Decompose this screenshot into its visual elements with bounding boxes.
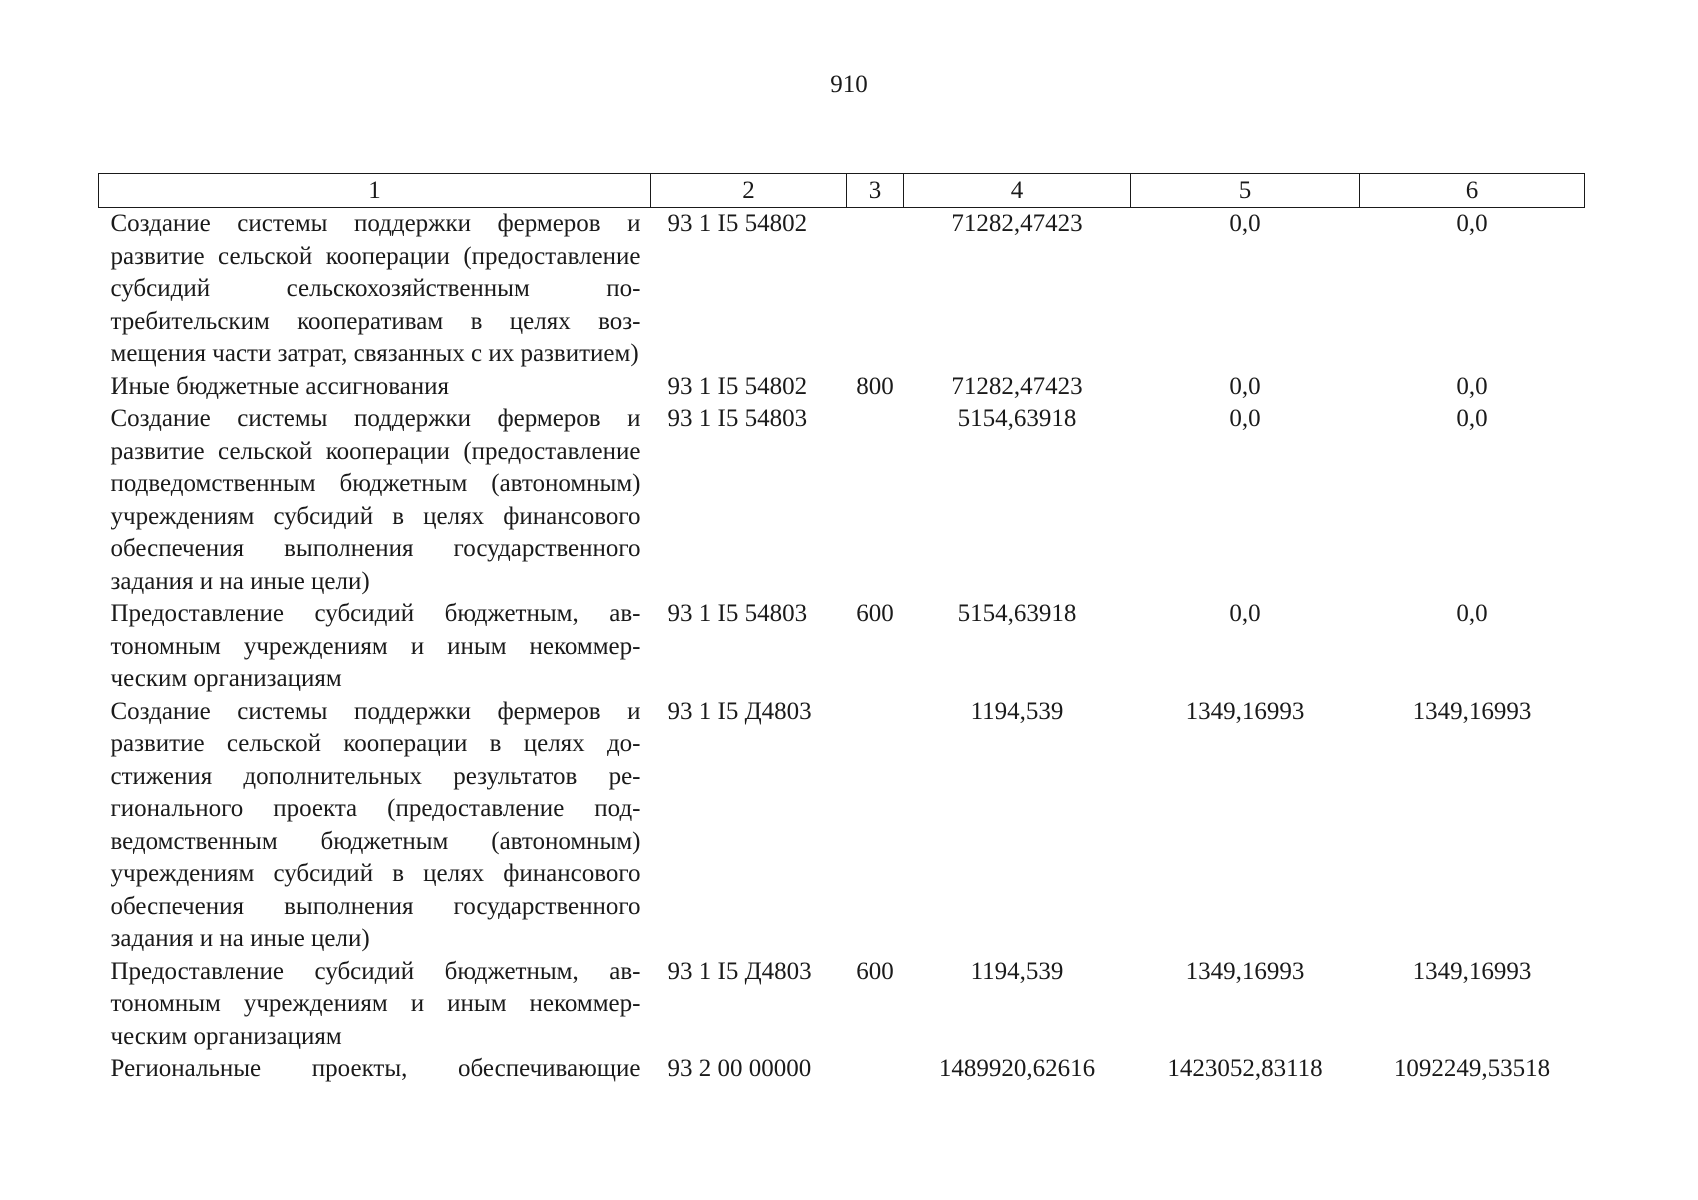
table-row bbox=[99, 403, 1585, 598]
table-row bbox=[99, 371, 1585, 404]
row-value-6: 0,0 bbox=[1456, 405, 1488, 432]
row-value-6: 0,0 bbox=[1456, 372, 1488, 400]
row-value-5: 0,0 bbox=[1229, 372, 1261, 400]
row-value-4: 71282,47423 bbox=[951, 210, 1083, 237]
table-row bbox=[99, 208, 1585, 371]
row-value-5: 1349,16993 bbox=[1185, 697, 1305, 725]
row-value-4: 71282,47423 bbox=[951, 372, 1083, 400]
row-value-4: 1194,539 bbox=[970, 697, 1064, 725]
page-number: 910 bbox=[830, 71, 868, 98]
row-type: 600 bbox=[856, 600, 894, 627]
header-col-5: 5 bbox=[1131, 174, 1360, 208]
row-type bbox=[847, 1053, 904, 1086]
table-row bbox=[99, 696, 1585, 956]
row-value-5: 0,0 bbox=[1229, 600, 1261, 627]
row-value-5: 1349,16993 bbox=[1185, 957, 1305, 985]
table-row bbox=[99, 598, 1585, 696]
row-type bbox=[847, 208, 904, 371]
budget-table bbox=[98, 173, 1585, 1086]
row-type: 600 bbox=[856, 957, 894, 985]
header-row bbox=[99, 174, 1585, 208]
row-name: Предоставление субсидий бюджетным, автономным учреждениям и иным некоммерческим организациям bbox=[110, 600, 641, 692]
table-row bbox=[99, 1053, 1585, 1086]
header-col-6: 6 bbox=[1360, 174, 1585, 208]
row-name: Иные бюджетные ассигнования bbox=[110, 372, 450, 400]
row-type: 800 bbox=[856, 372, 894, 400]
row-code: 93 2 00 00000 bbox=[667, 1055, 812, 1082]
header-col-1: 1 bbox=[99, 174, 651, 208]
row-value-4: 5154,63918 bbox=[957, 405, 1077, 432]
row-value-4: 1489920,62616 bbox=[938, 1055, 1096, 1082]
row-code: 93 1 I5 54802 bbox=[667, 210, 808, 237]
row-value-6: 0,0 bbox=[1456, 210, 1488, 237]
header-col-3: 3 bbox=[847, 174, 904, 208]
row-value-5: 0,0 bbox=[1229, 405, 1261, 432]
row-name: Региональные проекты, обеспечивающие bbox=[110, 1055, 641, 1082]
row-name: Предоставление субсидий бюджетным, автономным учреждениям и иным некоммерческим организациям bbox=[110, 957, 641, 1050]
row-name: Создание системы поддержки фермеров и развитие сельской кооперации в целях достижения дополнительных результатов регионального проекта (предоставление подведомственным бюджетным (автономным) учреждениям субсидий в целях финансового обеспечения выполнения государственного задания и на иные цели) bbox=[110, 697, 641, 952]
table-row bbox=[99, 956, 1585, 1054]
row-value-4: 1194,539 bbox=[970, 957, 1064, 985]
row-code: 93 1 I5 54803 bbox=[667, 405, 808, 432]
row-value-4: 5154,63918 bbox=[957, 600, 1077, 627]
row-code: 93 1 I5 54803 bbox=[667, 600, 808, 627]
row-code: 93 1 I5 Д4803 bbox=[667, 697, 812, 725]
header-col-2: 2 bbox=[651, 174, 847, 208]
row-value-5: 1423052,83118 bbox=[1167, 1055, 1323, 1082]
row-name: Создание системы поддержки фермеров и развитие сельской кооперации (предоставление субсидий сельскохозяйственным потребительским кооперативам в целях возмещения части затрат, связанных с их развитием) bbox=[110, 210, 641, 367]
row-value-6: 1092249,53518 bbox=[1393, 1055, 1551, 1082]
row-value-6: 0,0 bbox=[1456, 600, 1488, 627]
header-col-4: 4 bbox=[904, 174, 1131, 208]
row-value-6: 1349,16993 bbox=[1412, 957, 1532, 985]
row-type bbox=[847, 696, 904, 956]
row-code: 93 1 I5 Д4803 bbox=[667, 957, 812, 985]
row-code: 93 1 I5 54802 bbox=[667, 372, 808, 400]
row-value-6: 1349,16993 bbox=[1412, 697, 1532, 725]
row-value-5: 0,0 bbox=[1229, 210, 1261, 237]
row-name: Создание системы поддержки фермеров и развитие сельской кооперации (предоставление подведомственным бюджетным (автономным) учреждениям субсидий в целях финансового обеспечения выполнения государственного задания и на иные цели) bbox=[110, 405, 641, 595]
row-type bbox=[847, 403, 904, 598]
